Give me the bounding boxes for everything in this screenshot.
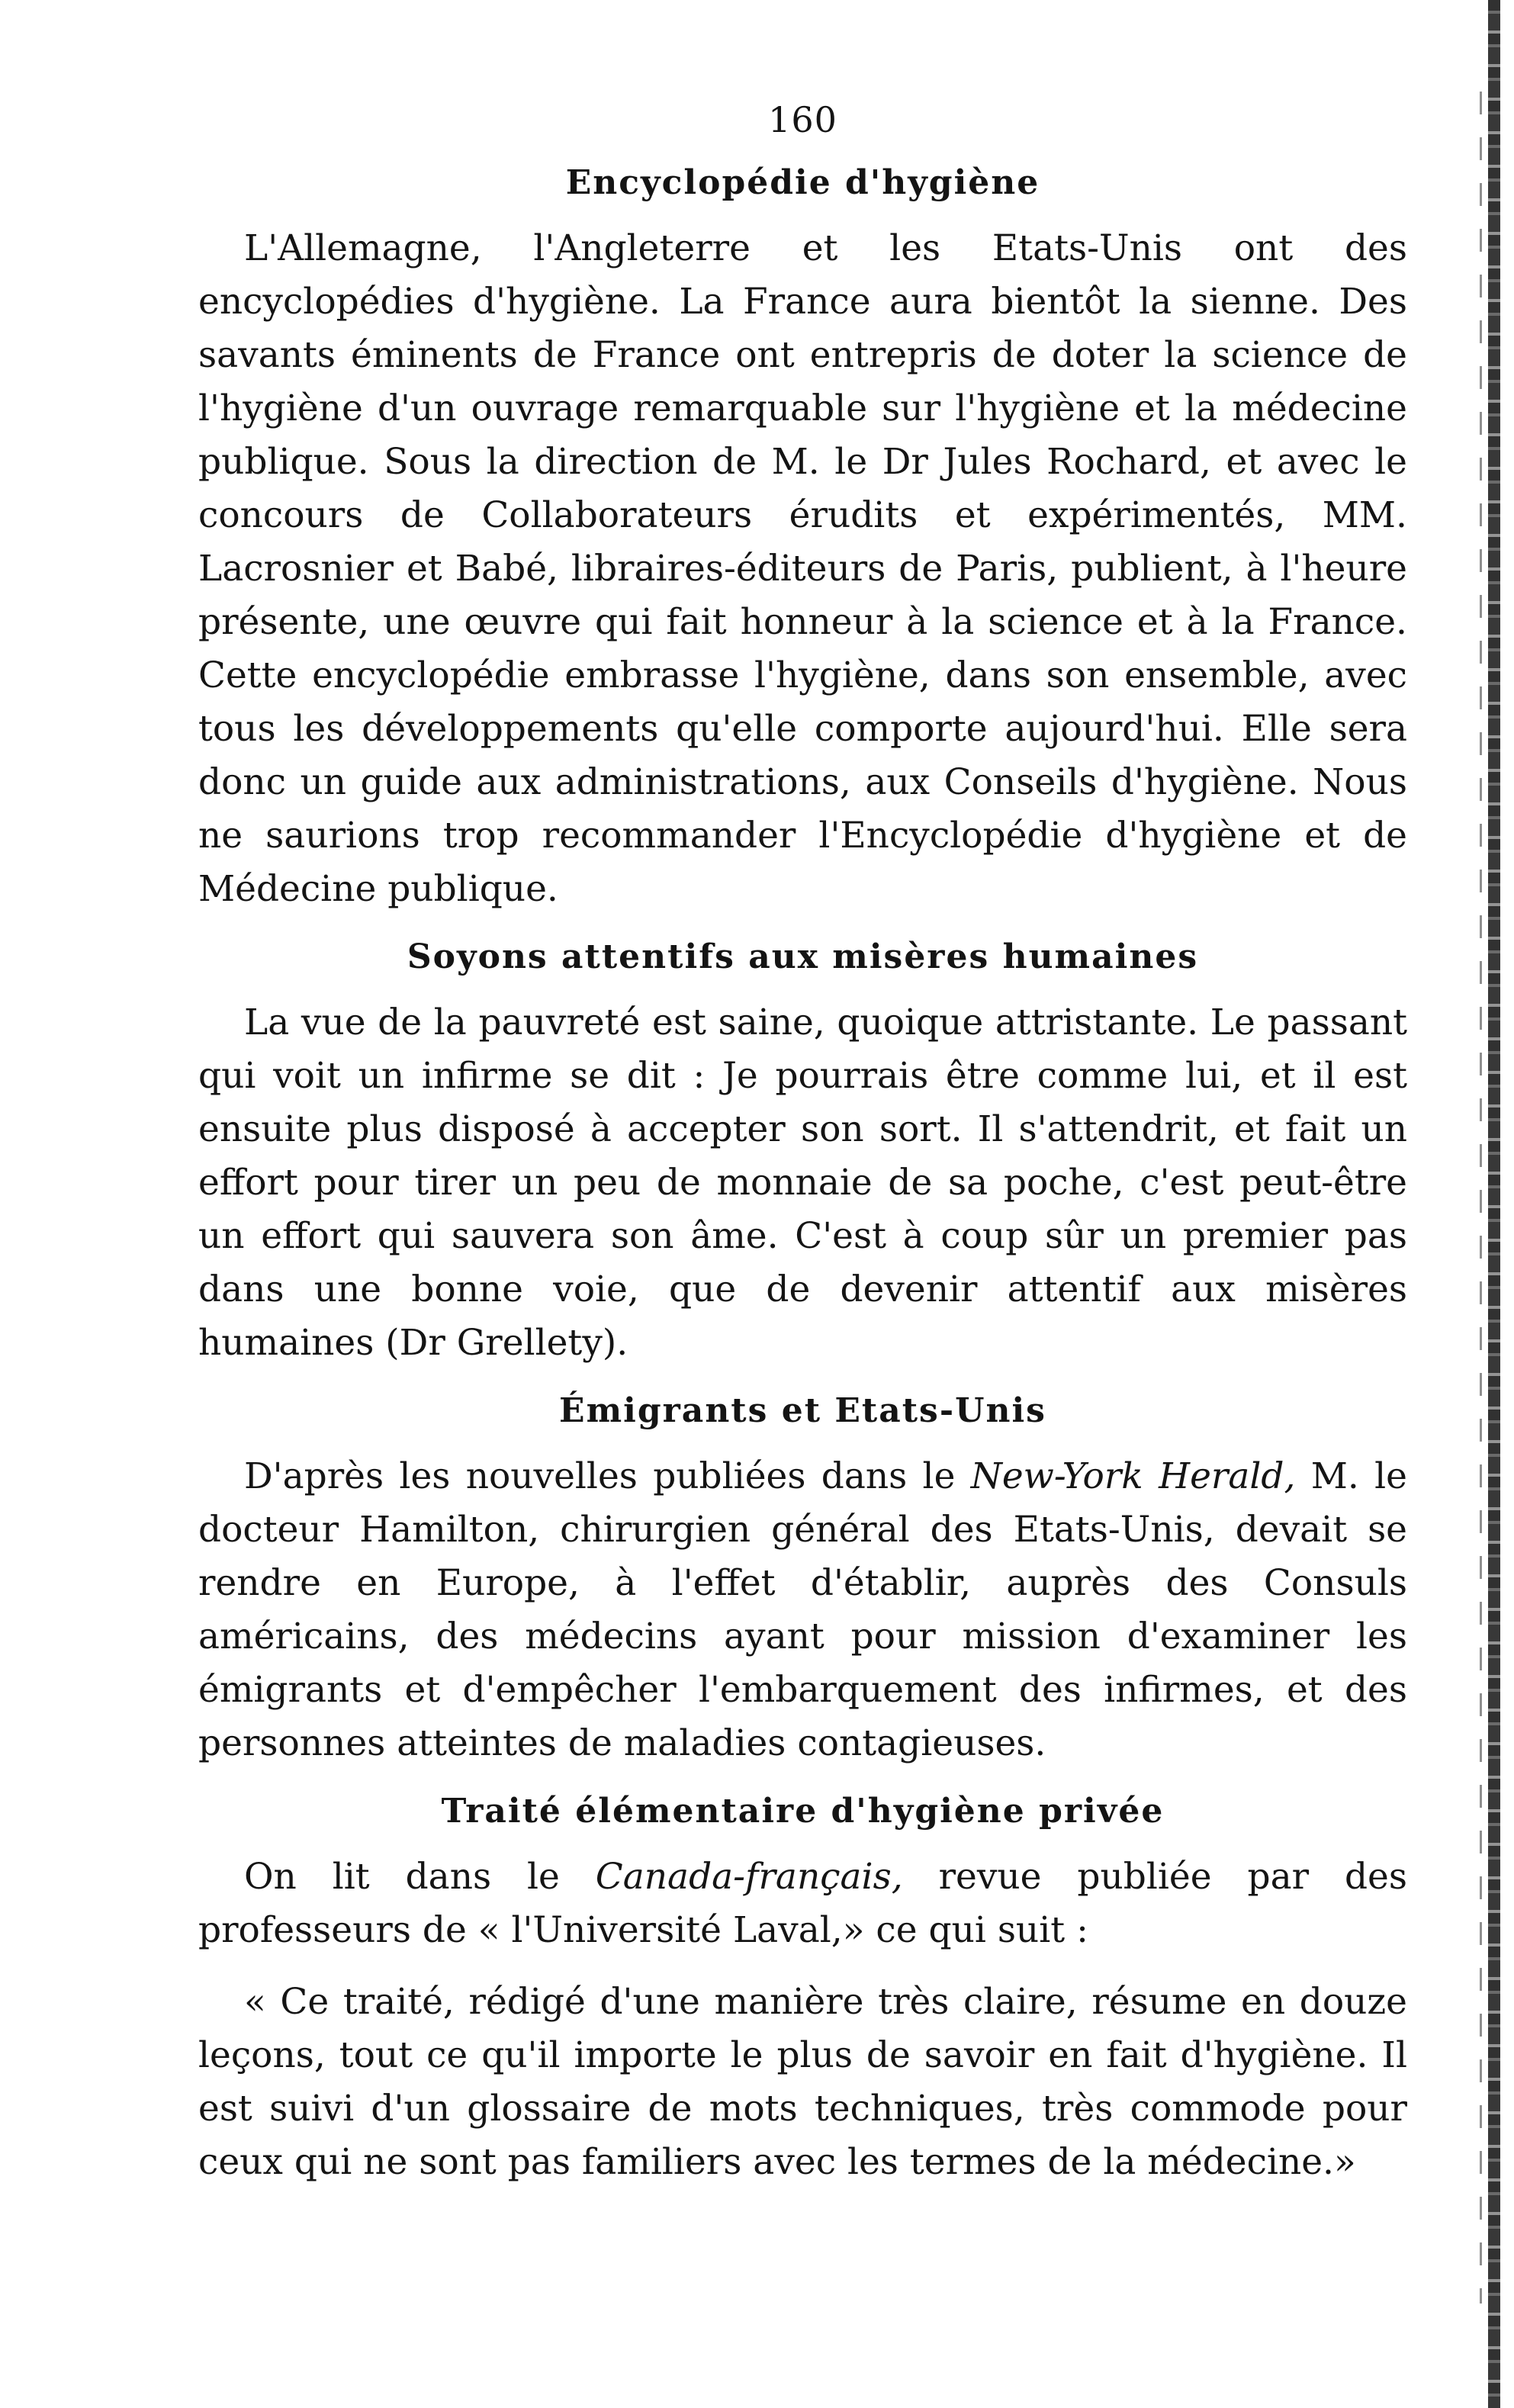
document-page [198,99,1407,2207]
section-title-miseres: Soyons attentifs aux misères humaines [407,937,1199,976]
scan-edge-artifact [1488,0,1500,2408]
section-title-traite: Traité élémentaire d'hygiène privée [441,1792,1165,1831]
paragraph-emigrants-before: D'après les nouvelles publiées dans le [244,1455,971,1497]
paragraph-traite-quote: « Ce traité, rédigé d'une manière très claire, résume en douze leçons, tout ce qu'il importe le plus de savoir en fait d'hygiène. Il est suivi d'un glossaire de mots techniques, très commode pour ceux qui ne sont pas familiers avec les termes de la médecine.» [198,1981,1407,2183]
page-number: 160 [768,99,837,140]
review-title-canada-francais: Canada-français, [595,1856,903,1898]
scan-edge-artifact-thin [1480,92,1482,2304]
paragraph-emigrants-after: M. le docteur Hamilton, chirurgien général des Etats-Unis, devait se rendre en Europe, à l'effet d'établir, auprès des Consuls américains, des médecins ayant pour mission d'examiner les émigrants et d'empêcher l'embarquement des infirmes, et des personnes atteintes de maladies contagieuses. [198,1455,1407,1764]
section-title-encyclopedie: Encyclopédie d'hygiène [565,163,1040,202]
paragraph-emigrants [198,1450,1407,1770]
paragraph-encyclopedie: L'Allemagne, l'Angleterre et les Etats-Unis ont des encyclopédies d'hygiène. La France aura bientôt la sienne. Des savants éminents de France ont entrepris de doter la science de l'hygiène d'un ouvrage remarquable sur l'hygiène et la médecine publique. Sous la direction de M. le Dr Jules Rochard, et avec le concours de Collaborateurs érudits et expérimentés, MM. Lacrosnier et Babé, libraires-éditeurs de Paris, publient, à l'heure présente, une œuvre qui fait honneur à la science et à la France. Cette encyclopédie embrasse l'hygiène, dans son ensemble, avec tous les développements qu'elle comporte aujourd'hui. Elle sera donc un guide aux administrations, aux Conseils d'hygiène. Nous ne saurions trop recommander l'Encyclopédie d'hygiène et de Médecine publique. [198,227,1407,910]
section-title-emigrants: Émigrants et Etats-Unis [559,1391,1046,1430]
paragraph-traite-after: revue publiée par des professeurs de « l'Université Laval,» ce qui suit : [198,1856,1407,1951]
paragraph-miseres: La vue de la pauvreté est saine, quoique attristante. Le passant qui voit un infirme se dit : Je pourrais être comme lui, et il est ensuite plus disposé à accepter son sort. Il s'attendrit, et fait un effort pour tirer un peu de monnaie de sa poche, c'est peut-être un effort qui sauvera son âme. C'est à coup sûr un premier pas dans une bonne voie, que de devenir attentif aux misères humaines (Dr Grellety). [198,1001,1407,1364]
paragraph-traite-intro [198,1850,1407,1957]
newspaper-title-new-york-herald: New-York Herald, [970,1455,1296,1497]
paragraph-traite-before: On lit dans le [244,1856,596,1898]
